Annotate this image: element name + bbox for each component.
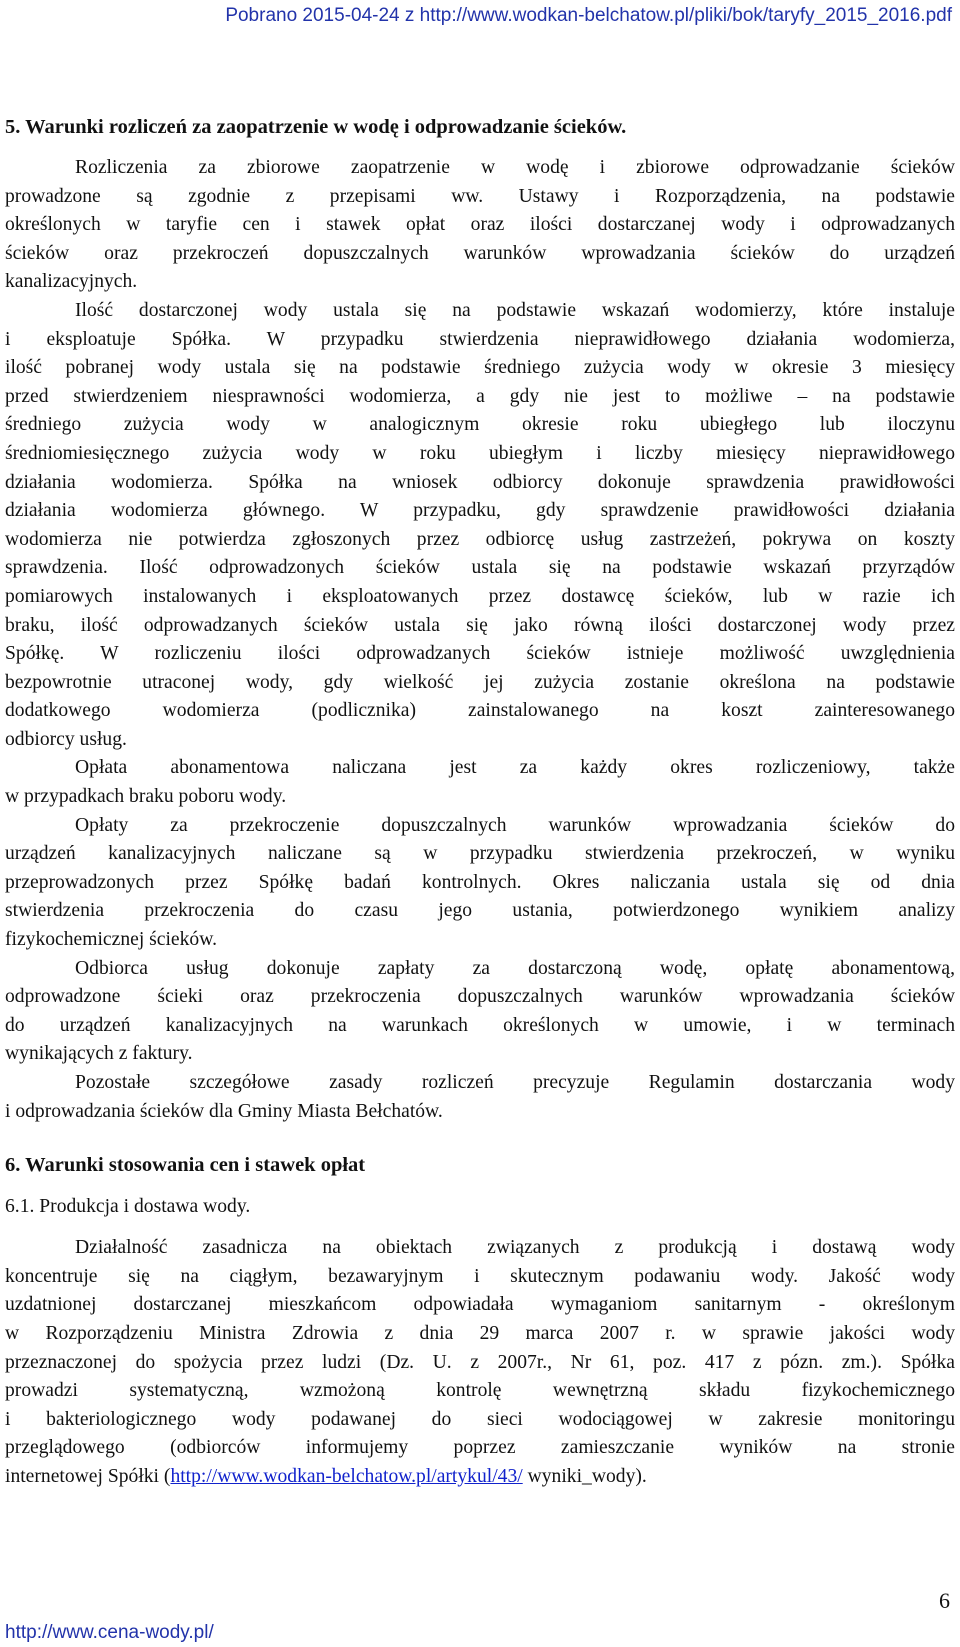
paragraph <box>5 754 955 811</box>
paragraph-line: wodomierza nie potwierdza zgłoszonych przez odbiorcę usług zastrzeżeń, pokrywa on koszty <box>5 528 955 550</box>
paragraph-line: Działalność zasadnicza na obiektach związanych z produkcją i dostawą wody <box>75 1237 955 1259</box>
paragraph-line: określonych w taryfie cen i stawek opłat oraz ilości dostarczanej wody i odprowadzanych <box>5 214 955 236</box>
paragraph-line: Opłata abonamentowa naliczana jest za każdy okres rozliczeniowy, także <box>75 757 955 779</box>
paragraph-line: Opłaty za przekroczenie dopuszczalnych warunków wprowadzania ścieków do <box>75 814 955 836</box>
paragraph-line: koncentruje się na ciągłym, bezawaryjnym i skutecznym podawaniu wody. Jakość wody <box>5 1265 955 1287</box>
paragraph-line: stwierdzenia przekroczenia do czasu jego ustania, potwierdzonego wynikiem analizy <box>5 900 955 922</box>
footer-site-link[interactable]: http://www.cena-wody.pl/ <box>5 1622 214 1643</box>
paragraph <box>5 1234 955 1463</box>
paragraph <box>5 297 955 755</box>
download-source-note[interactable]: Pobrano 2015-04-24 z http://www.wodkan-belchatow.pl/pliki/bok/taryfy_2015_2016.pdf <box>225 5 952 26</box>
paragraph-line: braku, ilość odprowadzanych ścieków ustala się jako równą ilości dostarczonej wody przez <box>5 614 955 636</box>
paragraph-line: Odbiorca usług dokonuje zapłaty za dostarczoną wodę, opłatę abonamentową, <box>75 957 955 979</box>
paragraph-line: przeznaczonej do spożycia przez ludzi (Dz. U. z 2007r., Nr 61, poz. 417 z pózn. zm.). Spółka <box>5 1351 955 1373</box>
paragraph-line: bezpowrotnie utraconej wody, gdy wielkość jej zużycia zostanie określona na podstawie <box>5 671 955 693</box>
paragraph-line: fizykochemicznej ścieków. <box>5 929 217 951</box>
document-body <box>5 112 955 1492</box>
paragraph-line: pomiarowych instalowanych i eksploatowanych przez dostawcę ścieków, lub w razie ich <box>5 585 955 607</box>
paragraph-line: średniego zużycia wody w analogicznym okresie roku ubiegłego lub iloczynu <box>5 414 955 436</box>
paragraph-line: średniomiesięcznego zużycia wody w roku ubiegłym i liczby miesięcy nieprawidłowego <box>5 442 955 464</box>
paragraph-line: ścieków oraz przekroczeń dopuszczalnych warunków wprowadzania ścieków do urządzeń <box>5 242 955 264</box>
paragraph-line: w przypadkach braku poboru wody. <box>5 786 287 808</box>
paragraph-line: Spółkę. W rozliczeniu ilości odprowadzanych ścieków istnieje możliwość uwzględnienia <box>5 643 955 665</box>
section-5-paragraphs <box>5 154 955 1126</box>
section-6-1-paragraph <box>5 1234 955 1463</box>
paragraph <box>5 1069 955 1126</box>
paragraph-line: internetowej Spółki (http://www.wodkan-belchatow.pl/artykul/43/ wyniki_wody). <box>5 1465 647 1487</box>
paragraph-line: dodatkowego wodomierza (podlicznika) zainstalowanego na koszt zainteresowanego <box>5 700 955 722</box>
paragraph-line: Pozostałe szczegółowe zasady rozliczeń precyzuje Regulamin dostarczania wody <box>75 1072 955 1093</box>
paragraph <box>5 955 955 1069</box>
paragraph-line: przeprowadzonych przez Spółkę badań kontrolnych. Okres naliczania ustala się od dnia <box>5 871 955 893</box>
paragraph <box>5 154 955 297</box>
paragraph-line: kanalizacyjnych. <box>5 271 138 293</box>
paragraph-line: przed stwierdzeniem niesprawności wodomierza, a gdy nie jest to możliwe – na podstawie <box>5 385 955 407</box>
section-6-heading: 6. Warunki stosowania cen i stawek opłat <box>5 1154 366 1177</box>
paragraph-line: działania wodomierza. Spółka na wniosek odbiorcy dokonuje sprawdzenia prawidłowości <box>5 471 955 493</box>
paragraph-line: urządzeń kanalizacyjnych naliczane są w przypadku stwierdzenia przekroczeń, w wyniku <box>5 843 955 865</box>
subsection-6-1-heading: 6.1. Produkcja i dostawa wody. <box>5 1196 251 1218</box>
paragraph-line: wynikających z faktury. <box>5 1043 193 1065</box>
paragraph-line: uzdatnionej dostarczanej mieszkańcom odpowiadała wymaganiom sanitarnym - określonym <box>5 1294 955 1316</box>
paragraph-line: odprowadzone ścieki oraz przekroczenia dopuszczalnych warunków wprowadzania ścieków <box>5 986 955 1008</box>
paragraph-line: i bakteriologicznego wody podawanej do sieci wodociągowej w zakresie monitoringu <box>5 1408 955 1430</box>
paragraph-line: do urządzeń kanalizacyjnych na warunkach określonych w umowie, i w terminach <box>5 1014 955 1036</box>
paragraph-line: sprawdzenia. Ilość odprowadzonych ścieków ustala się na podstawie wskazań przyrządów <box>5 557 955 579</box>
paragraph-line: przeglądowego (odbiorców informujemy poprzez zamieszczanie wyników na stronie <box>5 1437 955 1459</box>
paragraph-line: ilość pobranej wody ustala się na podstawie średniego zużycia wody w okresie 3 miesięcy <box>5 357 955 379</box>
results-link[interactable]: http://www.wodkan-belchatow.pl/artykul/43/ <box>170 1465 523 1487</box>
paragraph <box>5 812 955 955</box>
section-5-heading: 5. Warunki rozliczeń za zaopatrzenie w wodę i odprowadzanie ścieków. <box>5 116 627 138</box>
paragraph-line: Rozliczenia za zbiorowe zaopatrzenie w wodę i zbiorowe odprowadzanie ścieków <box>75 157 955 178</box>
paragraph-line: i eksploatuje Spółka. W przypadku stwierdzenia nieprawidłowego działania wodomierza, <box>5 328 955 350</box>
page-number: 6 <box>939 1588 950 1613</box>
paragraph-line: Ilość dostarczonej wody ustala się na podstawie wskazań wodomierzy, które instaluje <box>75 299 955 321</box>
paragraph-line: prowadzone są zgodnie z przepisami ww. Ustawy i Rozporządzenia, na podstawie <box>5 185 955 207</box>
paragraph-line: i odprowadzania ścieków dla Gminy Miasta Bełchatów. <box>5 1100 443 1122</box>
paragraph-line: prowadzi systematyczną, wzmożoną kontrolę wewnętrzną składu fizykochemicznego <box>5 1380 955 1402</box>
paragraph-line: odbiorcy usług. <box>5 728 127 750</box>
paragraph-line: działania wodomierza głównego. W przypadku, gdy sprawdzenie prawidłowości działania <box>5 500 955 522</box>
paragraph-line: w Rozporządzeniu Ministra Zdrowia z dnia 29 marca 2007 r. w sprawie jakości wody <box>5 1322 955 1344</box>
